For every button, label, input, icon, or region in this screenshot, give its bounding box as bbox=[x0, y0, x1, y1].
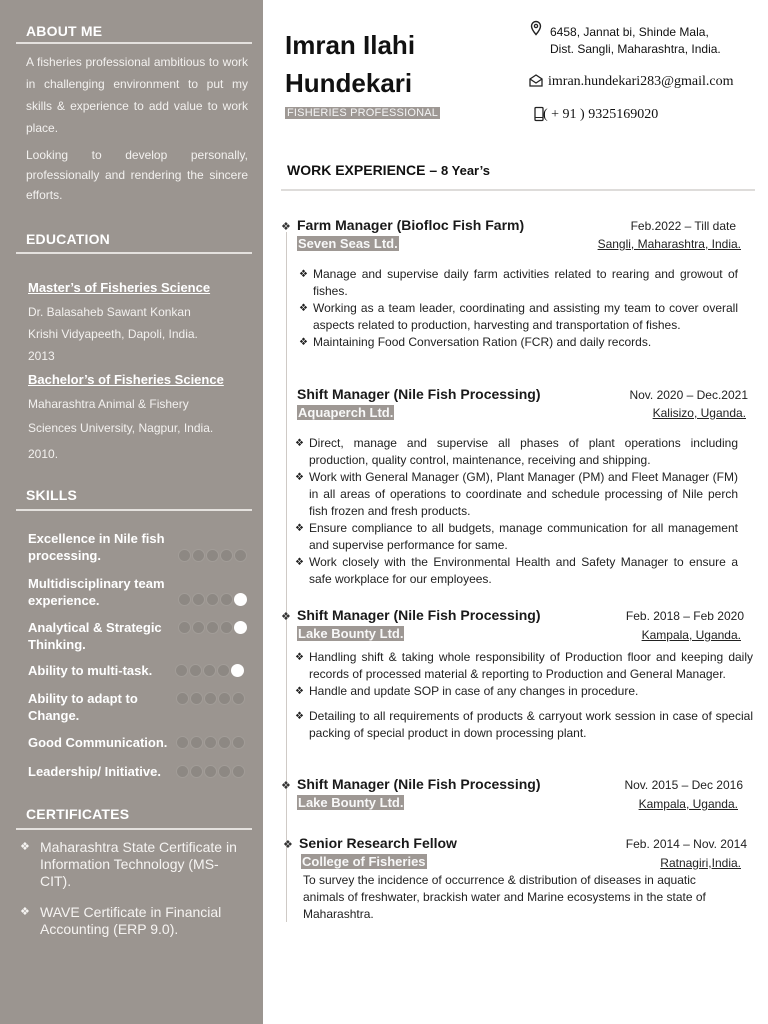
location-pin-icon bbox=[528, 20, 544, 36]
job-bullet: ❖ Maintaining Food Conversation Ration (FCR) and daily records. bbox=[299, 335, 652, 349]
education-divider bbox=[16, 252, 252, 254]
address-line-2: Dist. Sangli, Maharashtra, India. bbox=[550, 42, 721, 56]
skill-rating bbox=[175, 664, 244, 677]
skill-label: Analytical & Strategic Thinking. bbox=[28, 620, 162, 652]
rating-dot bbox=[204, 692, 217, 705]
diamond-bullet-icon: ❖ bbox=[281, 611, 291, 623]
address-line-1: 6458, Jannat bi, Shinde Mala, bbox=[550, 25, 709, 39]
job-date: Feb.2022 – Till date bbox=[630, 219, 736, 233]
skill-label: Ability to multi-task. bbox=[28, 663, 153, 678]
about-me-heading: ABOUT ME bbox=[26, 23, 103, 39]
diamond-bullet-icon: ❖ bbox=[295, 472, 304, 483]
skill-label: Ability to adapt to Change. bbox=[28, 691, 138, 723]
rating-dot bbox=[190, 692, 203, 705]
job-bullet: ❖ Manage and supervise daily farm activities related to rearing and growout of fishes. bbox=[299, 267, 738, 298]
job-location: Kalisizo, Uganda. bbox=[652, 406, 746, 420]
rating-dot bbox=[192, 593, 205, 606]
skill-label: Leadership/ Initiative. bbox=[28, 764, 161, 779]
job-title: Farm Manager (Biofloc Fish Farm) bbox=[297, 217, 525, 233]
education-degree: Master’s of Fisheries Science bbox=[28, 280, 211, 295]
rating-dot bbox=[217, 664, 230, 677]
rating-dot bbox=[176, 692, 189, 705]
education-degree: Bachelor’s of Fisheries Science bbox=[28, 372, 224, 387]
job-bullet: ❖ Ensure compliance to all budgets, manage communication for all management and supervise performance for same. bbox=[295, 521, 738, 552]
company-name: Lake Bounty Ltd. bbox=[298, 795, 404, 810]
rating-dot bbox=[220, 593, 233, 606]
rating-dot bbox=[192, 621, 205, 634]
skill-rating bbox=[176, 765, 245, 778]
education-heading: EDUCATION bbox=[26, 231, 110, 247]
diamond-bullet-icon: ❖ bbox=[281, 780, 291, 792]
name-first: Imran Ilahi bbox=[285, 30, 416, 60]
skill-label: Good Communication. bbox=[28, 735, 168, 750]
job-title: Senior Research Fellow bbox=[299, 835, 457, 851]
job-location: Ratnagiri,India. bbox=[660, 856, 741, 870]
diamond-bullet-icon: ❖ bbox=[295, 652, 304, 663]
job-bullets bbox=[295, 435, 738, 588]
job-date: Feb. 2018 – Feb 2020 bbox=[625, 609, 744, 623]
rating-dot bbox=[178, 549, 191, 562]
job-bullet: ❖ Work closely with the Environmental Health and Safety Manager to ensure a safe workplace for our employees. bbox=[295, 555, 738, 586]
job-date: Nov. 2020 – Dec.2021 bbox=[629, 388, 748, 402]
diamond-bullet-icon: ❖ bbox=[299, 269, 308, 280]
job-title: Shift Manager (Nile Fish Processing) bbox=[297, 776, 541, 792]
rating-dot bbox=[218, 692, 231, 705]
skill-rating bbox=[178, 549, 247, 562]
company-name: Lake Bounty Ltd. bbox=[298, 626, 404, 641]
job-bullet: ❖ Handle and update SOP in case of any changes in procedure. bbox=[295, 684, 639, 698]
rating-dot bbox=[218, 736, 231, 749]
job-location: Kampala, Uganda. bbox=[641, 628, 741, 642]
rating-dot bbox=[220, 549, 233, 562]
job-bullet: ❖ Detailing to all requirements of products & carryout work session in case of special packing of special product in down processing plant. bbox=[295, 709, 753, 740]
education-line: Sciences University, Nagpur, India. bbox=[28, 421, 214, 435]
job-bullet: ❖ Work with General Manager (GM), Plant Manager (PM) and Fleet Manager (FM) in all areas of operations to coordinate and schedule processing of Nile perch fish frozen and fresh products. bbox=[295, 470, 738, 518]
job-tagline: FISHERIES PROFESSIONAL bbox=[287, 107, 439, 119]
rating-dot bbox=[234, 593, 247, 606]
email-link[interactable]: imran.hundekari283@gmail.com bbox=[548, 74, 734, 89]
job-date: Feb. 2014 – Nov. 2014 bbox=[625, 837, 747, 851]
rating-dot bbox=[232, 692, 245, 705]
job-bullet: ❖ Handling shift & taking whole responsibility of Production floor and keeping daily records of processed material & reporting to Production and General Manager. bbox=[295, 650, 753, 681]
diamond-bullet-icon: ❖ bbox=[281, 221, 291, 233]
education-line: 2010. bbox=[28, 447, 59, 461]
company-name: College of Fisheries bbox=[302, 854, 426, 869]
about-me-text-2: Looking to develop personally, professionally and rendering the sincere efforts. bbox=[26, 148, 248, 202]
sidebar: ABOUT ME A fisheries professional ambitious to work in challenging environment to put my skills & experience to add value to work place. Looking to develop personally, professionally and rendering the sincere efforts. EDUCATION Master’s of Fisheries Science Dr. Balasaheb Sawant Konkan Krishi Vidyapeeth, Dapoli, India. 2013 Bachelor’s of Fisheries Science Maharashtra Animal & Fishery Sciences University, Nagpur, India. 2010. SKILLS Excellence in Nile fish processing. Multidisciplinary team experience. Analytical & Strategic Thinking. Ability to multi-task. Ability to adapt to Change. Good Communication. Leadership/ Initiative. CERTIFICATES ❖ Maharashtra State Certificate in Information Technology (MS-CIT). ❖ WAVE Certificate in Financial Accounting (ERP 9.0). bbox=[0, 0, 263, 1024]
rating-dot bbox=[232, 736, 245, 749]
rating-dot bbox=[192, 549, 205, 562]
job-title: Shift Manager (Nile Fish Processing) bbox=[297, 386, 541, 402]
rating-dot bbox=[189, 664, 202, 677]
section-divider bbox=[281, 189, 755, 191]
job-bullet: ❖ Working as a team leader, coordinating and assisting my team to cover overall aspects related to production, harvesting and transportation of fishes. bbox=[299, 301, 738, 332]
name-last: Hundekari bbox=[285, 68, 413, 98]
skill-rating bbox=[178, 621, 247, 634]
job-date: Nov. 2015 – Dec 2016 bbox=[624, 778, 743, 792]
rating-dot bbox=[176, 736, 189, 749]
rating-dot bbox=[190, 736, 203, 749]
job-bullet: ❖ Direct, manage and supervise all phases of plant operations including production, quality control, maintenance, receiving and shipping. bbox=[295, 436, 738, 467]
education-line: Dr. Balasaheb Sawant Konkan bbox=[28, 305, 191, 319]
timeline-line bbox=[286, 232, 287, 922]
skills-heading: SKILLS bbox=[26, 487, 77, 503]
rating-dot bbox=[178, 621, 191, 634]
certificates-heading: CERTIFICATES bbox=[26, 806, 130, 822]
rating-dot bbox=[204, 736, 217, 749]
rating-dot bbox=[232, 765, 245, 778]
diamond-bullet-icon: ❖ bbox=[295, 438, 304, 449]
skill-rating bbox=[176, 736, 245, 749]
skill-label: Multidisciplinary team experience. bbox=[28, 576, 165, 608]
diamond-bullet-icon: ❖ bbox=[295, 523, 304, 534]
job-bullets bbox=[299, 266, 738, 351]
education-line: Krishi Vidyapeeth, Dapoli, India. bbox=[28, 327, 198, 341]
rating-dot bbox=[203, 664, 216, 677]
skill-label: Excellence in Nile fish processing. bbox=[28, 531, 165, 563]
job-location: Kampala, Uganda. bbox=[638, 797, 738, 811]
diamond-bullet-icon: ❖ bbox=[299, 303, 308, 314]
diamond-bullet-icon: ❖ bbox=[295, 711, 304, 722]
diamond-bullet-icon: ❖ bbox=[20, 841, 30, 853]
job-description: To survey the incidence of occurrence & distribution of diseases in aquatic animals of freshwater, brackish water and Marine ecosystems in the state of Maharashtra. bbox=[303, 873, 706, 921]
diamond-bullet-icon: ❖ bbox=[299, 337, 308, 348]
rating-dot bbox=[231, 664, 244, 677]
rating-dot bbox=[220, 621, 233, 634]
job-bullets bbox=[295, 649, 753, 742]
about-me-text: A fisheries professional ambitious to work in challenging environment to put my skills & experience to add value to work place. bbox=[26, 55, 248, 135]
diamond-bullet-icon: ❖ bbox=[295, 686, 304, 697]
diamond-bullet-icon: ❖ bbox=[20, 906, 30, 918]
certificates-divider bbox=[16, 828, 252, 830]
rating-dot bbox=[218, 765, 231, 778]
company-name: Aquaperch Ltd. bbox=[298, 405, 394, 420]
diamond-bullet-icon: ❖ bbox=[283, 839, 293, 851]
education-line: 2013 bbox=[28, 349, 55, 363]
education-line: Maharashtra Animal & Fishery bbox=[28, 397, 189, 411]
rating-dot bbox=[178, 593, 191, 606]
job-location: Sangli, Maharashtra, India. bbox=[597, 237, 741, 251]
phone-number: ( + 91 ) 9325169020 bbox=[543, 107, 659, 122]
diamond-bullet-icon: ❖ bbox=[295, 557, 304, 568]
rating-dot bbox=[190, 765, 203, 778]
rating-dot bbox=[176, 765, 189, 778]
envelope-icon bbox=[528, 73, 544, 89]
skill-rating bbox=[178, 593, 247, 606]
rating-dot bbox=[234, 621, 247, 634]
work-experience-title: WORK EXPERIENCE – bbox=[287, 162, 442, 178]
rating-dot bbox=[206, 621, 219, 634]
about-me-divider bbox=[16, 42, 252, 44]
job-title: Shift Manager (Nile Fish Processing) bbox=[297, 607, 541, 623]
rating-dot bbox=[206, 549, 219, 562]
rating-dot bbox=[206, 593, 219, 606]
skills-divider bbox=[16, 509, 252, 511]
company-name: Seven Seas Ltd. bbox=[298, 236, 398, 251]
rating-dot bbox=[234, 549, 247, 562]
work-experience-years: 8 Year’s bbox=[441, 163, 490, 178]
work-experience-heading bbox=[287, 162, 490, 178]
rating-dot bbox=[175, 664, 188, 677]
rating-dot bbox=[204, 765, 217, 778]
skill-rating bbox=[176, 692, 245, 705]
